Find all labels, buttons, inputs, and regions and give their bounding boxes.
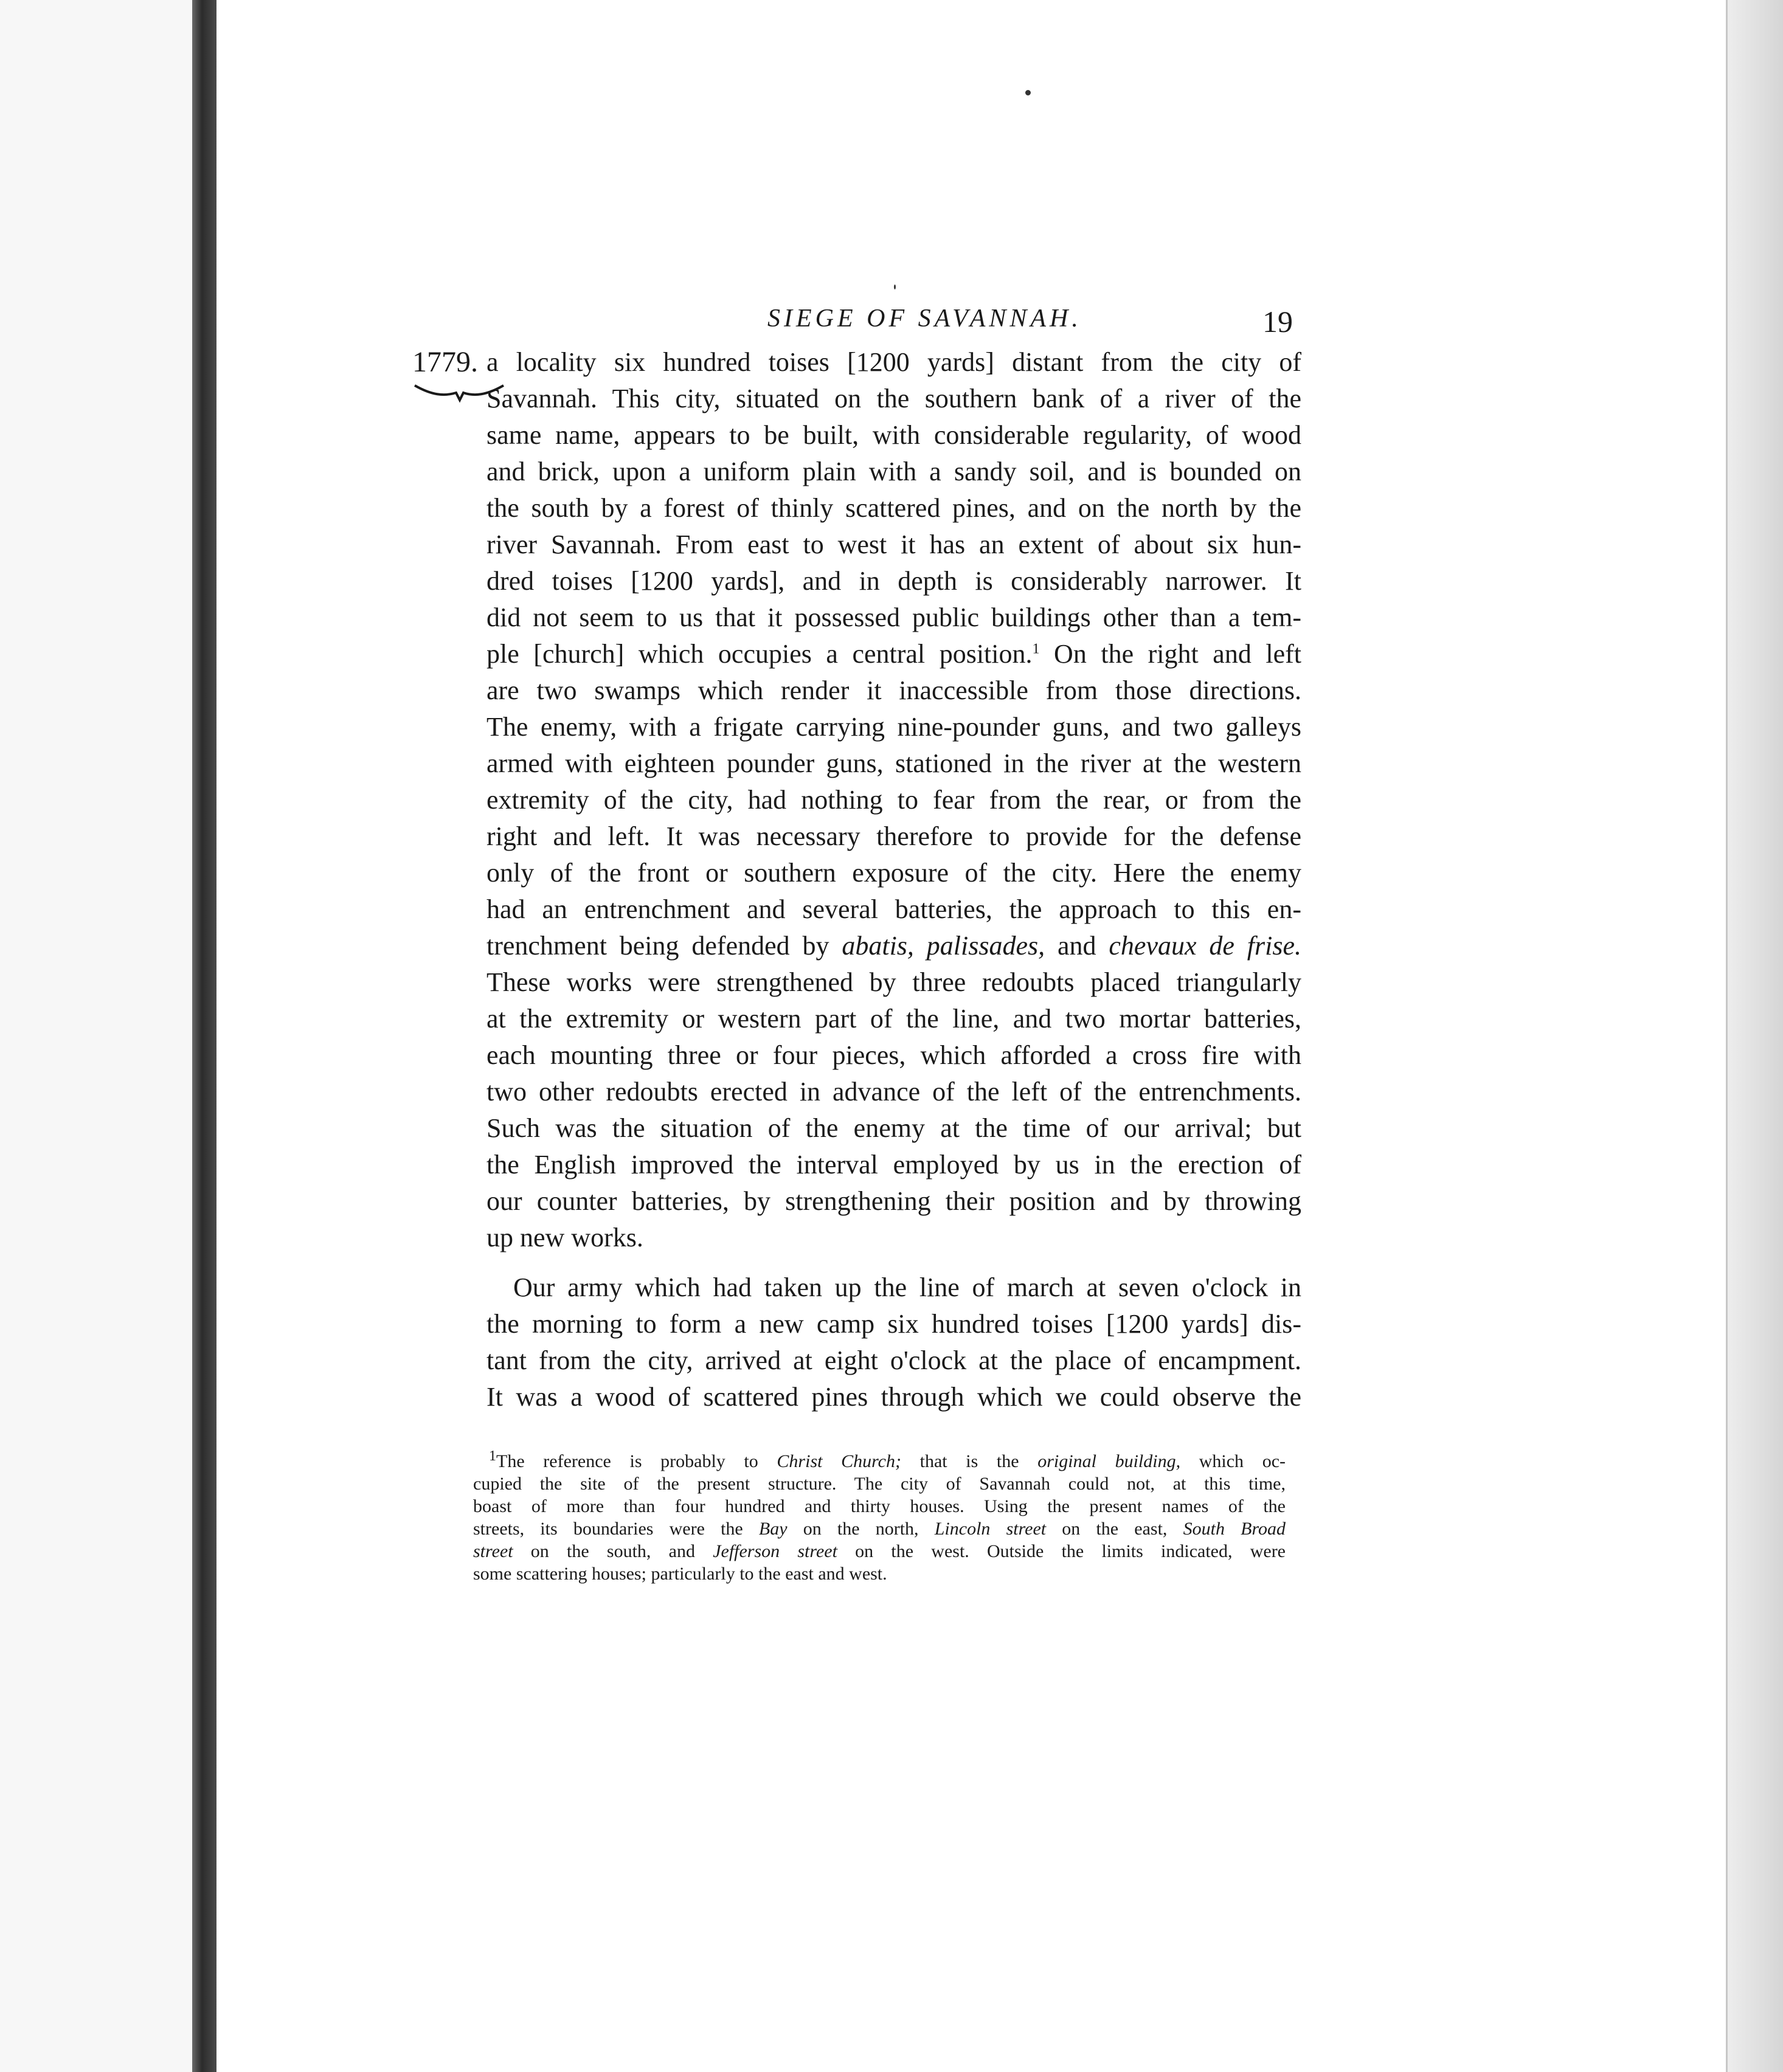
footnote-reference: 1 — [1032, 641, 1040, 657]
page-number: 19 — [1262, 305, 1293, 339]
text-line: two other redoubts erected in advance of the left of the entrenchments. — [486, 1077, 1301, 1107]
text-run: on the south, and — [513, 1541, 713, 1561]
text-line: did not seem to us that it possessed public buildings other than a tem- — [486, 603, 1301, 632]
italic-run: chevaux de frise. — [1109, 931, 1301, 961]
margin-year: 1779. — [412, 346, 478, 378]
text-run: streets, its boundaries were the — [473, 1519, 759, 1539]
text-run: on the east, — [1046, 1519, 1183, 1539]
text-line: our counter batteries, by strengthening their position and by throwing — [486, 1186, 1301, 1216]
text-line — [486, 928, 1301, 964]
italic-run: Jefferson street — [713, 1541, 837, 1561]
text-line — [486, 636, 1301, 672]
main-text — [486, 344, 1301, 1415]
text-run: ple [church] which occupies a central position. — [486, 639, 1033, 669]
text-line: each mounting three or four pieces, which afforded a cross fire with — [486, 1040, 1301, 1070]
text-run: and — [1045, 931, 1109, 961]
footnote — [473, 1450, 1286, 1585]
text-line: are two swamps which render it inaccessible from those directions. — [486, 675, 1301, 705]
italic-run: Christ Church; — [777, 1451, 901, 1471]
footnote-line: some scattering houses; particularly to the east and west. — [473, 1564, 887, 1584]
italic-run: Bay — [758, 1519, 788, 1539]
text-line: extremity of the city, had nothing to fear from the rear, or from the — [486, 785, 1301, 815]
text-run: The reference is probably to — [496, 1451, 777, 1471]
text-line: only of the front or southern exposure of the city. Here the enemy — [486, 858, 1301, 888]
text-line: The enemy, with a frigate carrying nine-pounder guns, and two galleys — [486, 712, 1301, 742]
text-run: which oc- — [1180, 1451, 1286, 1471]
footnote-mark: 1 — [489, 1448, 496, 1464]
text-line: These works were strengthened by three redoubts placed triangularly — [486, 967, 1301, 997]
paragraph — [486, 344, 1301, 1256]
text-line: Such was the situation of the enemy at the time of our arrival; but — [486, 1113, 1301, 1143]
text-run: On the right and left — [1039, 639, 1301, 669]
italic-run: Lincoln street — [934, 1519, 1047, 1539]
italic-run: abatis, palissades, — [842, 931, 1045, 961]
text-line: dred toises [1200 yards], and in depth is considerably narrower. It — [486, 566, 1301, 596]
text-line: the south by a forest of thinly scattered pines, and on the north by the — [486, 493, 1301, 523]
text-run: that is the — [901, 1451, 1038, 1471]
text-run: on the west. Outside the limits indicated, were — [837, 1541, 1286, 1561]
italic-run: street — [473, 1541, 513, 1561]
text-line: at the extremity or western part of the line, and two mortar batteries, — [486, 1004, 1301, 1034]
paragraph — [486, 1269, 1301, 1415]
binding-edge — [192, 0, 216, 2072]
facing-page-margin — [0, 0, 192, 2072]
text-line: tant from the city, arrived at eight o'clock at the place of encampment. — [486, 1345, 1301, 1375]
text-line: armed with eighteen pounder guns, stationed in the river at the western — [486, 748, 1301, 778]
footnote-line: cupied the site of the present structure. The city of Savannah could not, at this time, — [473, 1474, 1286, 1494]
running-head: SIEGE OF SAVANNAH. — [767, 305, 1082, 333]
text-line: and brick, upon a uniform plain with a sandy soil, and is bounded on — [486, 457, 1301, 486]
text-line: had an entrenchment and several batteries, the approach to this en- — [486, 894, 1301, 924]
text-line: Savannah. This city, situated on the southern bank of a river of the — [486, 384, 1301, 413]
text-line: a locality six hundred toises [1200 yards] distant from the city of — [486, 347, 1301, 377]
text-line: It was a wood of scattered pines through which we could observe the — [486, 1382, 1301, 1412]
italic-run: South Broad — [1183, 1519, 1286, 1539]
footnote-line — [473, 1518, 1286, 1540]
page-edge — [1726, 0, 1783, 2072]
text-line: the morning to form a new camp six hundred toises [1200 yards] dis- — [486, 1309, 1301, 1339]
ink-speck — [1025, 90, 1031, 95]
text-line: Our army which had taken up the line of march at seven o'clock in — [513, 1273, 1301, 1302]
footnote-line — [473, 1540, 1286, 1563]
text-line: up new works. — [486, 1223, 643, 1252]
text-line: same name, appears to be built, with considerable regularity, of wood — [486, 420, 1301, 450]
ink-speck — [894, 285, 896, 289]
text-run: on the north, — [787, 1519, 935, 1539]
footnote-line: boast of more than four hundred and thirty houses. Using the present names of the — [473, 1496, 1286, 1516]
text-line: river Savannah. From east to west it has an extent of about six hun- — [486, 530, 1301, 559]
footnote-line — [473, 1450, 1286, 1473]
text-line: the English improved the interval employed by us in the erection of — [486, 1150, 1301, 1179]
text-line: right and left. It was necessary therefore to provide for the defense — [486, 821, 1301, 851]
text-run: trenchment being defended by — [486, 931, 842, 961]
italic-run: original building, — [1037, 1451, 1181, 1471]
